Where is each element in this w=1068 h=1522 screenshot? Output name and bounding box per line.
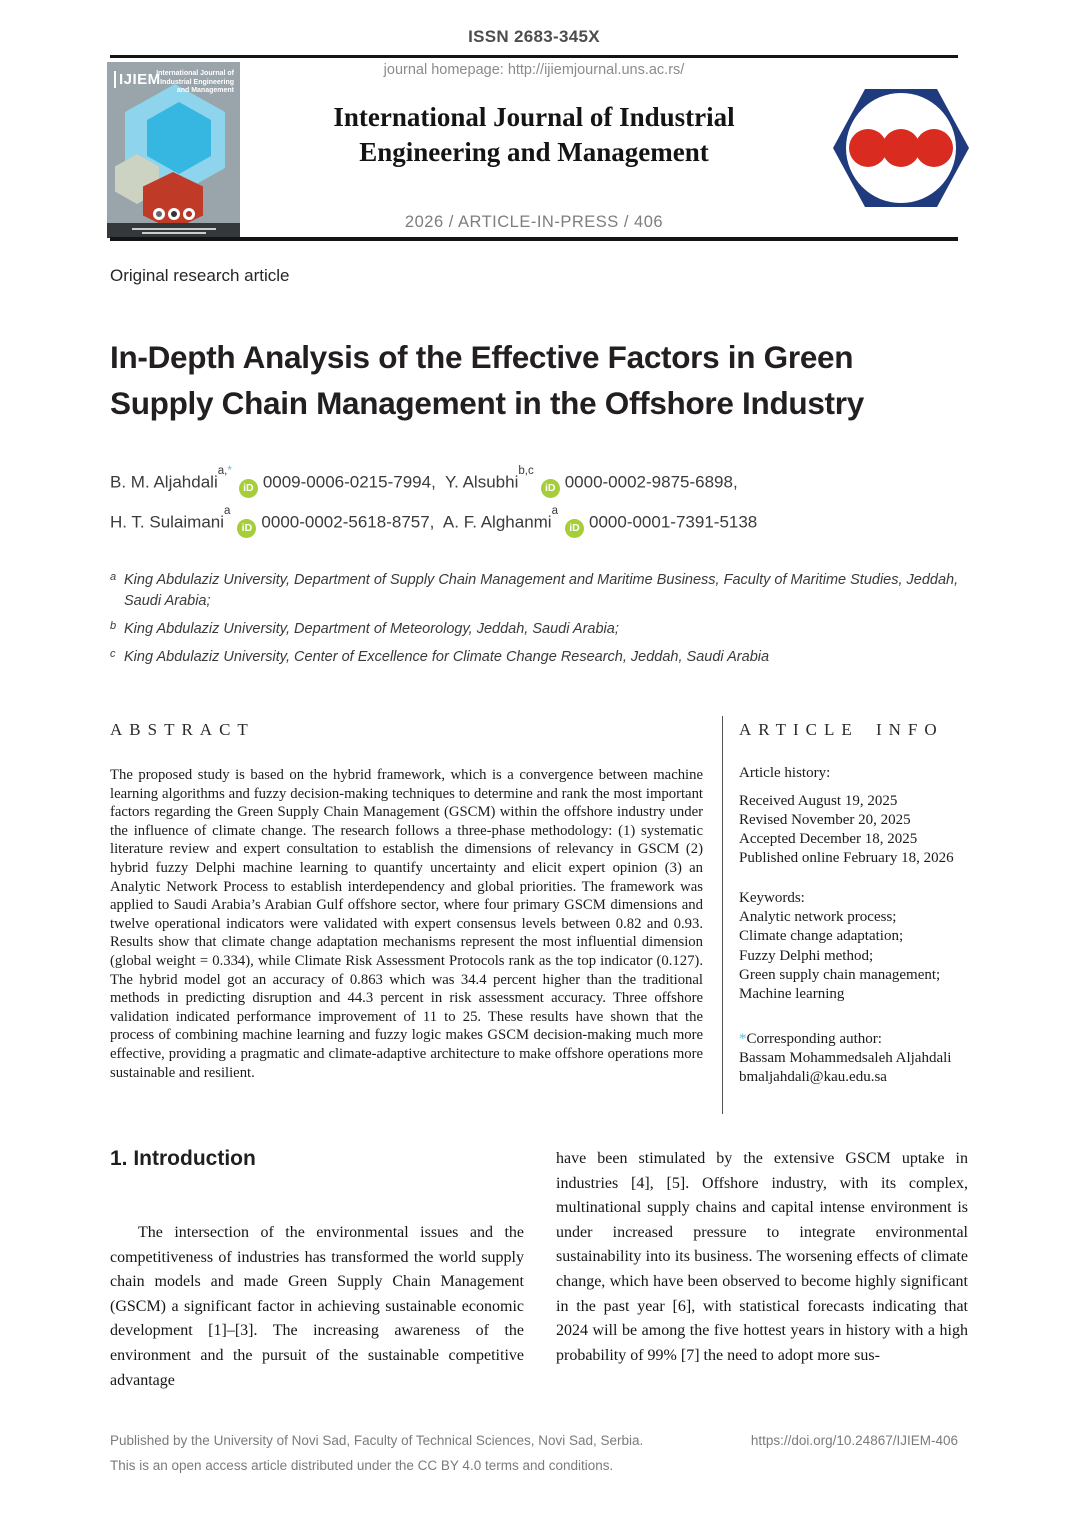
article-history-label: Article history: <box>739 765 831 782</box>
orcid-id[interactable]: 0000-0002-5618-8757, <box>261 512 435 532</box>
history-item: Accepted December 18, 2025 <box>739 831 918 848</box>
article-info-section <box>739 720 963 1087</box>
author-line-2 <box>110 505 980 538</box>
publisher-hexagon-logo <box>833 88 969 208</box>
affiliation-text: King Abdulaziz University, Department of Supply Chain Management and Maritime Business, Faculty of Maritime Studies, Jeddah, Saudi Arabia; <box>124 572 959 609</box>
article-title-line2: Supply Chain Management in the Offshore Industry <box>110 385 864 421</box>
intro-column-right: have been stimulated by the extensive GSCM uptake in industries [4], [5]. Offshore industry, with its complex, multinational supply chains and capital intense environment is under increased pressure to integrate environmental sustainability into its business. The worsening effects of climate change, which have been observed to become highly significant in the past year [6], with statistical forecasts indicating that 2024 will be among the five hottest years in history with a high probability of 99% [7] the need to adopt more sus- <box>556 1150 968 1364</box>
affiliation-text: King Abdulaziz University, Center of Excellence for Climate Change Research, Jeddah, Saudi Arabia <box>124 649 770 665</box>
keywords-label: Keywords: <box>739 889 805 906</box>
cover-title-line1: International Journal of <box>156 70 234 77</box>
affiliation-text: King Abdulaziz University, Department of Meteorology, Jeddah, Saudi Arabia; <box>124 621 619 637</box>
article-info-heading: ARTICLE INFO <box>739 720 944 739</box>
doi-link[interactable]: https://doi.org/10.24867/IJIEM-406 <box>750 1433 958 1448</box>
journal-title-line1: International Journal of Industrial <box>333 102 735 132</box>
orcid-icon: iD <box>237 519 256 538</box>
header-rule-bottom <box>110 237 958 241</box>
keyword-item: Fuzzy Delphi method; <box>739 947 874 964</box>
cover-title-line3: and Management <box>176 87 234 94</box>
keyword-item: Climate change adaptation; <box>739 928 904 945</box>
orcid-icon: iD <box>565 519 584 538</box>
keyword-item: Green supply chain management; <box>739 966 941 983</box>
abstract-heading: ABSTRACT <box>110 720 255 739</box>
author-name: A. F. Alghanmi <box>442 512 552 532</box>
affiliation-list <box>110 570 976 675</box>
header-rule-top <box>110 55 958 58</box>
orcid-icon: iD <box>541 479 560 498</box>
affiliation-item <box>110 619 976 640</box>
volume-article-line: 2026 / ARTICLE-IN-PRESS / 406 <box>404 213 664 231</box>
author-name: B. M. Aljahdali <box>110 472 218 492</box>
section-heading-introduction: 1. Introduction <box>110 1147 256 1170</box>
keyword-item: Analytic network process; <box>739 909 897 926</box>
orcid-id[interactable]: 0000-0002-9875-6898, <box>564 472 738 492</box>
affiliation-sup: a <box>110 571 117 583</box>
affiliation-sup: c <box>110 648 116 660</box>
author-affiliation-sup: a,* <box>217 465 232 477</box>
author-affiliation-sup: a <box>551 505 558 517</box>
history-item: Received August 19, 2025 <box>739 792 898 809</box>
author-line-1 <box>110 465 980 498</box>
affiliation-sup: b <box>110 620 117 632</box>
cover-ijiem-logo: IJIEM <box>114 71 161 88</box>
author-list <box>110 465 980 552</box>
abstract-section <box>110 720 703 1082</box>
corresponding-author-name: Bassam Mohammedsaleh Aljahdali <box>739 1049 952 1066</box>
abstract-text: The proposed study is based on the hybrid framework, which is a convergence between machine learning algorithms and fuzzy decision-making techniques to determine and rank the most important factors regarding the Green Supply Chain Management (GSCM) within the offshore industry under the influence of climate change. The research follows a three-phase methodology: (1) systematic literature review and expert consultation to establish the dimensions of relevancy in GSCM (2) hybrid fuzzy Delphi machine learning to quantify uncertainty and elicit expert opinion (3) an Analytic Network Process to establish interdependency and global priorities. The framework was applied to Saudi Arabia’s Arabian Gulf offshore sector, where four primary GSCM dimensions and twelve operational indicators were validated with expert consensus levels between 0.82 and 0.93. Results show that climate change adaptation mechanisms represent the most influential dimension (global weight = 0.334), while Climate Risk Assessment Protocols rank as the top indicator (0.127). The hybrid model got an accuracy of 0.863 which was 34.4 percent higher than the traditional methods in predicting disruption and 44.3 percent in risk assessment accuracy. Three offshore validation indicated performance improvement of 11 to 25. These results have shown that the process of combining machine learning and fuzzy logic makes GSCM decision-making much more effective, providing a pragmatic and climate-adaptive architecture to make offshore operations more sustainable and resilient. <box>110 767 703 1081</box>
article-title-line1: In-Depth Analysis of the Effective Factors in Green <box>110 339 854 375</box>
intro-column-left: The intersection of the environmental issues and the competitiveness of industries has transformed the world supply chain models and made Green Supply Chain Management (GSCM) a significant factor in achieving sustainable economic development [1]–[3]. The increasing awareness of the environment and the pursuit of the sustainable competitive advantage <box>110 1224 524 1389</box>
corresponding-star: * <box>739 1030 747 1047</box>
article-title <box>110 334 982 426</box>
publisher-note-line1: Published by the University of Novi Sad, Faculty of Technical Sciences, Novi Sad, Serbia. <box>110 1433 644 1448</box>
author-name: Y. Alsubhi <box>444 472 519 492</box>
article-type-label: Original research article <box>110 266 290 285</box>
publisher-note-line2: This is an open access article distributed under the CC BY 4.0 terms and conditions. <box>110 1458 614 1473</box>
issn-label: ISSN 2683-345X <box>468 27 600 46</box>
orcid-icon: iD <box>239 479 258 498</box>
history-item: Published online February 18, 2026 <box>739 850 954 867</box>
keyword-item: Machine learning <box>739 986 845 1003</box>
orcid-id[interactable]: 0000-0001-7391-5138 <box>589 512 758 532</box>
cover-title-line2: Industrial Engineering <box>160 78 234 86</box>
corresponding-author-label: *Corresponding author: <box>739 1030 882 1047</box>
affiliation-item <box>110 570 976 612</box>
cover-journal-title <box>156 70 234 96</box>
corresponding-star: * <box>227 465 232 477</box>
column-divider <box>722 716 723 1114</box>
orcid-id[interactable]: 0009-0006-0215-7994, <box>262 472 436 492</box>
author-affiliation-sup: a <box>224 505 231 517</box>
journal-homepage-link[interactable]: journal homepage: http://ijiemjournal.uns.ac.rs/ <box>383 62 685 78</box>
affiliation-item <box>110 647 976 668</box>
author-name: H. T. Sulaimani <box>110 512 225 532</box>
journal-title-line2: Engineering and Management <box>359 137 709 167</box>
corresponding-author-email[interactable]: bmaljahdali@kau.edu.sa <box>739 1069 887 1086</box>
history-item: Revised November 20, 2025 <box>739 811 911 828</box>
author-affiliation-sup: b,c <box>518 465 534 477</box>
